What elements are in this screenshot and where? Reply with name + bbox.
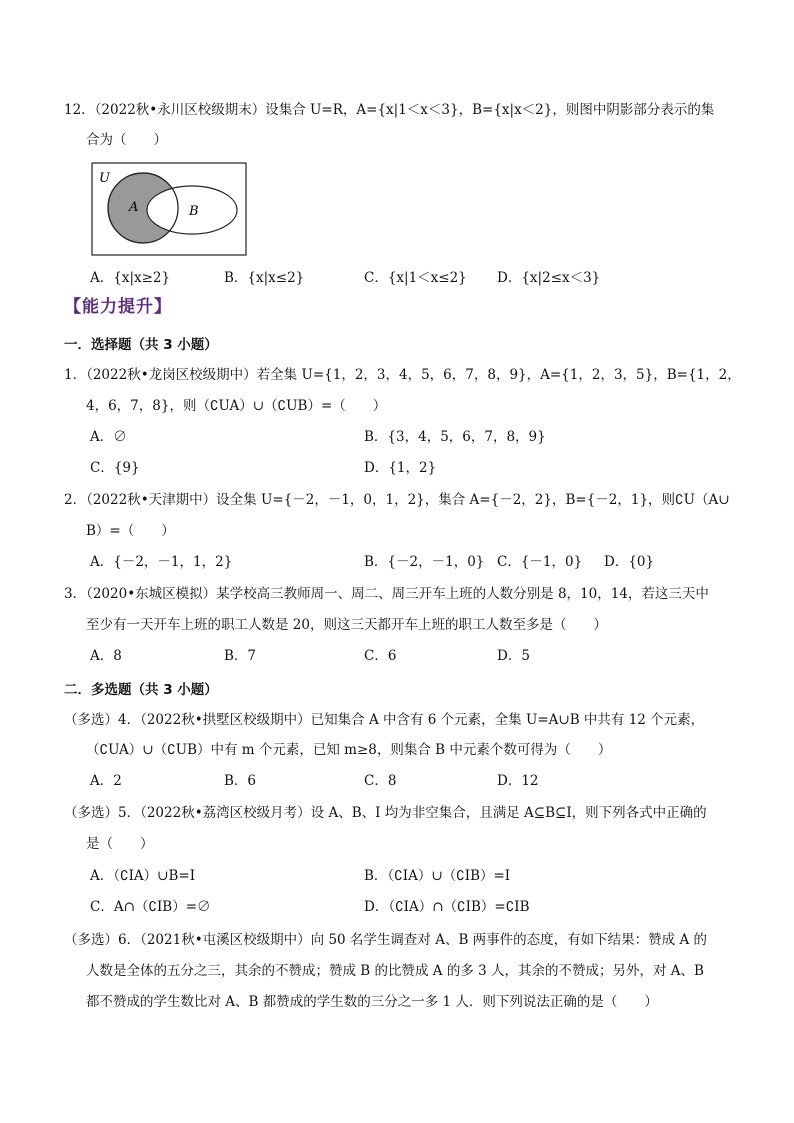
- q6-stem-line2: 人数是全体的五分之三，其余的不赞成；赞成 B 的比赞成 A 的多 3 人，其余的不赞成；另外，对 A、B: [86, 963, 704, 979]
- q12-stem-line1: 12．（2022秋•永川区校级期末）设集合 U=R，A={x|1＜x＜3}，B={x|x＜2}，则图中阴影部分表示的集: [64, 102, 715, 118]
- q3-stem-line2: 至少有一天开车上班的职工人数是 20，则这三天都开车上班的职工人数至多是（ ）: [86, 617, 607, 633]
- q2-option-a[interactable]: A．{－2，－1，1，2}: [90, 554, 233, 570]
- q4-option-d[interactable]: D．12: [497, 773, 539, 789]
- q1-option-b[interactable]: B．{3，4，5，6，7，8，9}: [364, 429, 546, 445]
- label-u: U: [99, 171, 110, 186]
- q12-option-a[interactable]: A．{x|x≥2}: [90, 270, 171, 286]
- q4-option-b[interactable]: B．6: [224, 773, 257, 789]
- q3-option-d[interactable]: D．5: [497, 648, 530, 664]
- q1-option-d[interactable]: D．{1，2}: [364, 460, 437, 476]
- q1-option-a[interactable]: A．∅: [90, 429, 127, 445]
- q6-stem-line3: 都不赞成的学生数比对 A、B 都赞成的学生数的三分之一多 1 人．则下列说法正确的是（ ）: [86, 994, 658, 1010]
- q12-option-d[interactable]: D．{x|2≤x＜3}: [497, 270, 601, 286]
- q3-stem-line1: 3．（2020•东城区模拟）某学校高三教师周一、周二、周三开车上班的人数分别是 8，10，14，若这三天中: [64, 586, 709, 602]
- q5-stem-line2: 是（ ）: [86, 836, 154, 852]
- q1-option-c[interactable]: C．{9}: [90, 460, 140, 476]
- q4-option-c[interactable]: C．8: [364, 773, 397, 789]
- q2-option-b[interactable]: B．{－2，－1，0}: [364, 554, 485, 570]
- label-b: B: [189, 204, 199, 219]
- q2-option-c[interactable]: C．{－1，0}: [497, 554, 583, 570]
- q1-stem-line2: 4，6，7，8}，则（∁UA）∪（∁UB）=（ ）: [86, 398, 387, 414]
- q4-stem-line2: （∁UA）∪（∁UB）中有 m 个元素，已知 m≥8，则集合 B 中元素个数可得为（ ）: [86, 742, 612, 758]
- q5-option-c[interactable]: C．A∩（∁IB）=∅: [90, 899, 211, 915]
- label-a: A: [129, 200, 139, 215]
- q3-option-c[interactable]: C．6: [364, 648, 397, 664]
- q5-option-b[interactable]: B．（∁IA）∪（∁IB）=I: [364, 868, 511, 884]
- q1-stem-line1: 1．（2022秋•龙岗区校级期中）若全集 U={1，2，3，4，5，6，7，8，9}，A={1，2，3，5}，B={1，2，: [64, 367, 741, 383]
- part1-title: 一．选择题（共 3 小题）: [64, 337, 218, 353]
- q2-stem-line2: B）=（ ）: [86, 523, 175, 539]
- q3-option-b[interactable]: B．7: [224, 648, 257, 664]
- q12-option-c[interactable]: C．{x|1＜x≤2}: [364, 270, 467, 286]
- section-title: 【能力提升】: [64, 297, 172, 317]
- q5-option-d[interactable]: D．（∁IA）∩（∁IB）=∁IB: [364, 899, 530, 915]
- q2-option-d[interactable]: D．{0}: [604, 554, 655, 570]
- q4-stem-line1: （多选）4．（2022秋•拱墅区校级期中）已知集合 A 中含有 6 个元素，全集 U=A∪B 中共有 12 个元素，: [64, 712, 705, 728]
- q3-option-a[interactable]: A．8: [90, 648, 122, 664]
- q12-stem-line2: 合为（ ）: [86, 132, 167, 148]
- q12-option-b[interactable]: B．{x|x≤2}: [224, 270, 305, 286]
- part2-title: 二．多选题（共 3 小题）: [64, 682, 218, 698]
- q2-stem-line1: 2．（2022秋•天津期中）设全集 U={－2，－1，0，1，2}，集合 A={－2，2}，B={－2，1}，则∁U（A∪: [64, 492, 730, 508]
- q5-option-a[interactable]: A．（∁IA）∪B=I: [90, 868, 196, 884]
- q5-stem-line1: （多选）5．（2022秋•荔湾区校级月考）设 A、B、I 均为非空集合，且满足 A⊆B⊆I，则下列各式中正确的: [64, 805, 707, 821]
- q6-stem-line1: （多选）6．（2021秋•屯溪区校级期中）向 50 名学生调查对 A、B 两事件的态度，有如下结果：赞成 A 的: [64, 932, 708, 948]
- q4-option-a[interactable]: A．2: [90, 773, 122, 789]
- venn-diagram: [91, 162, 247, 256]
